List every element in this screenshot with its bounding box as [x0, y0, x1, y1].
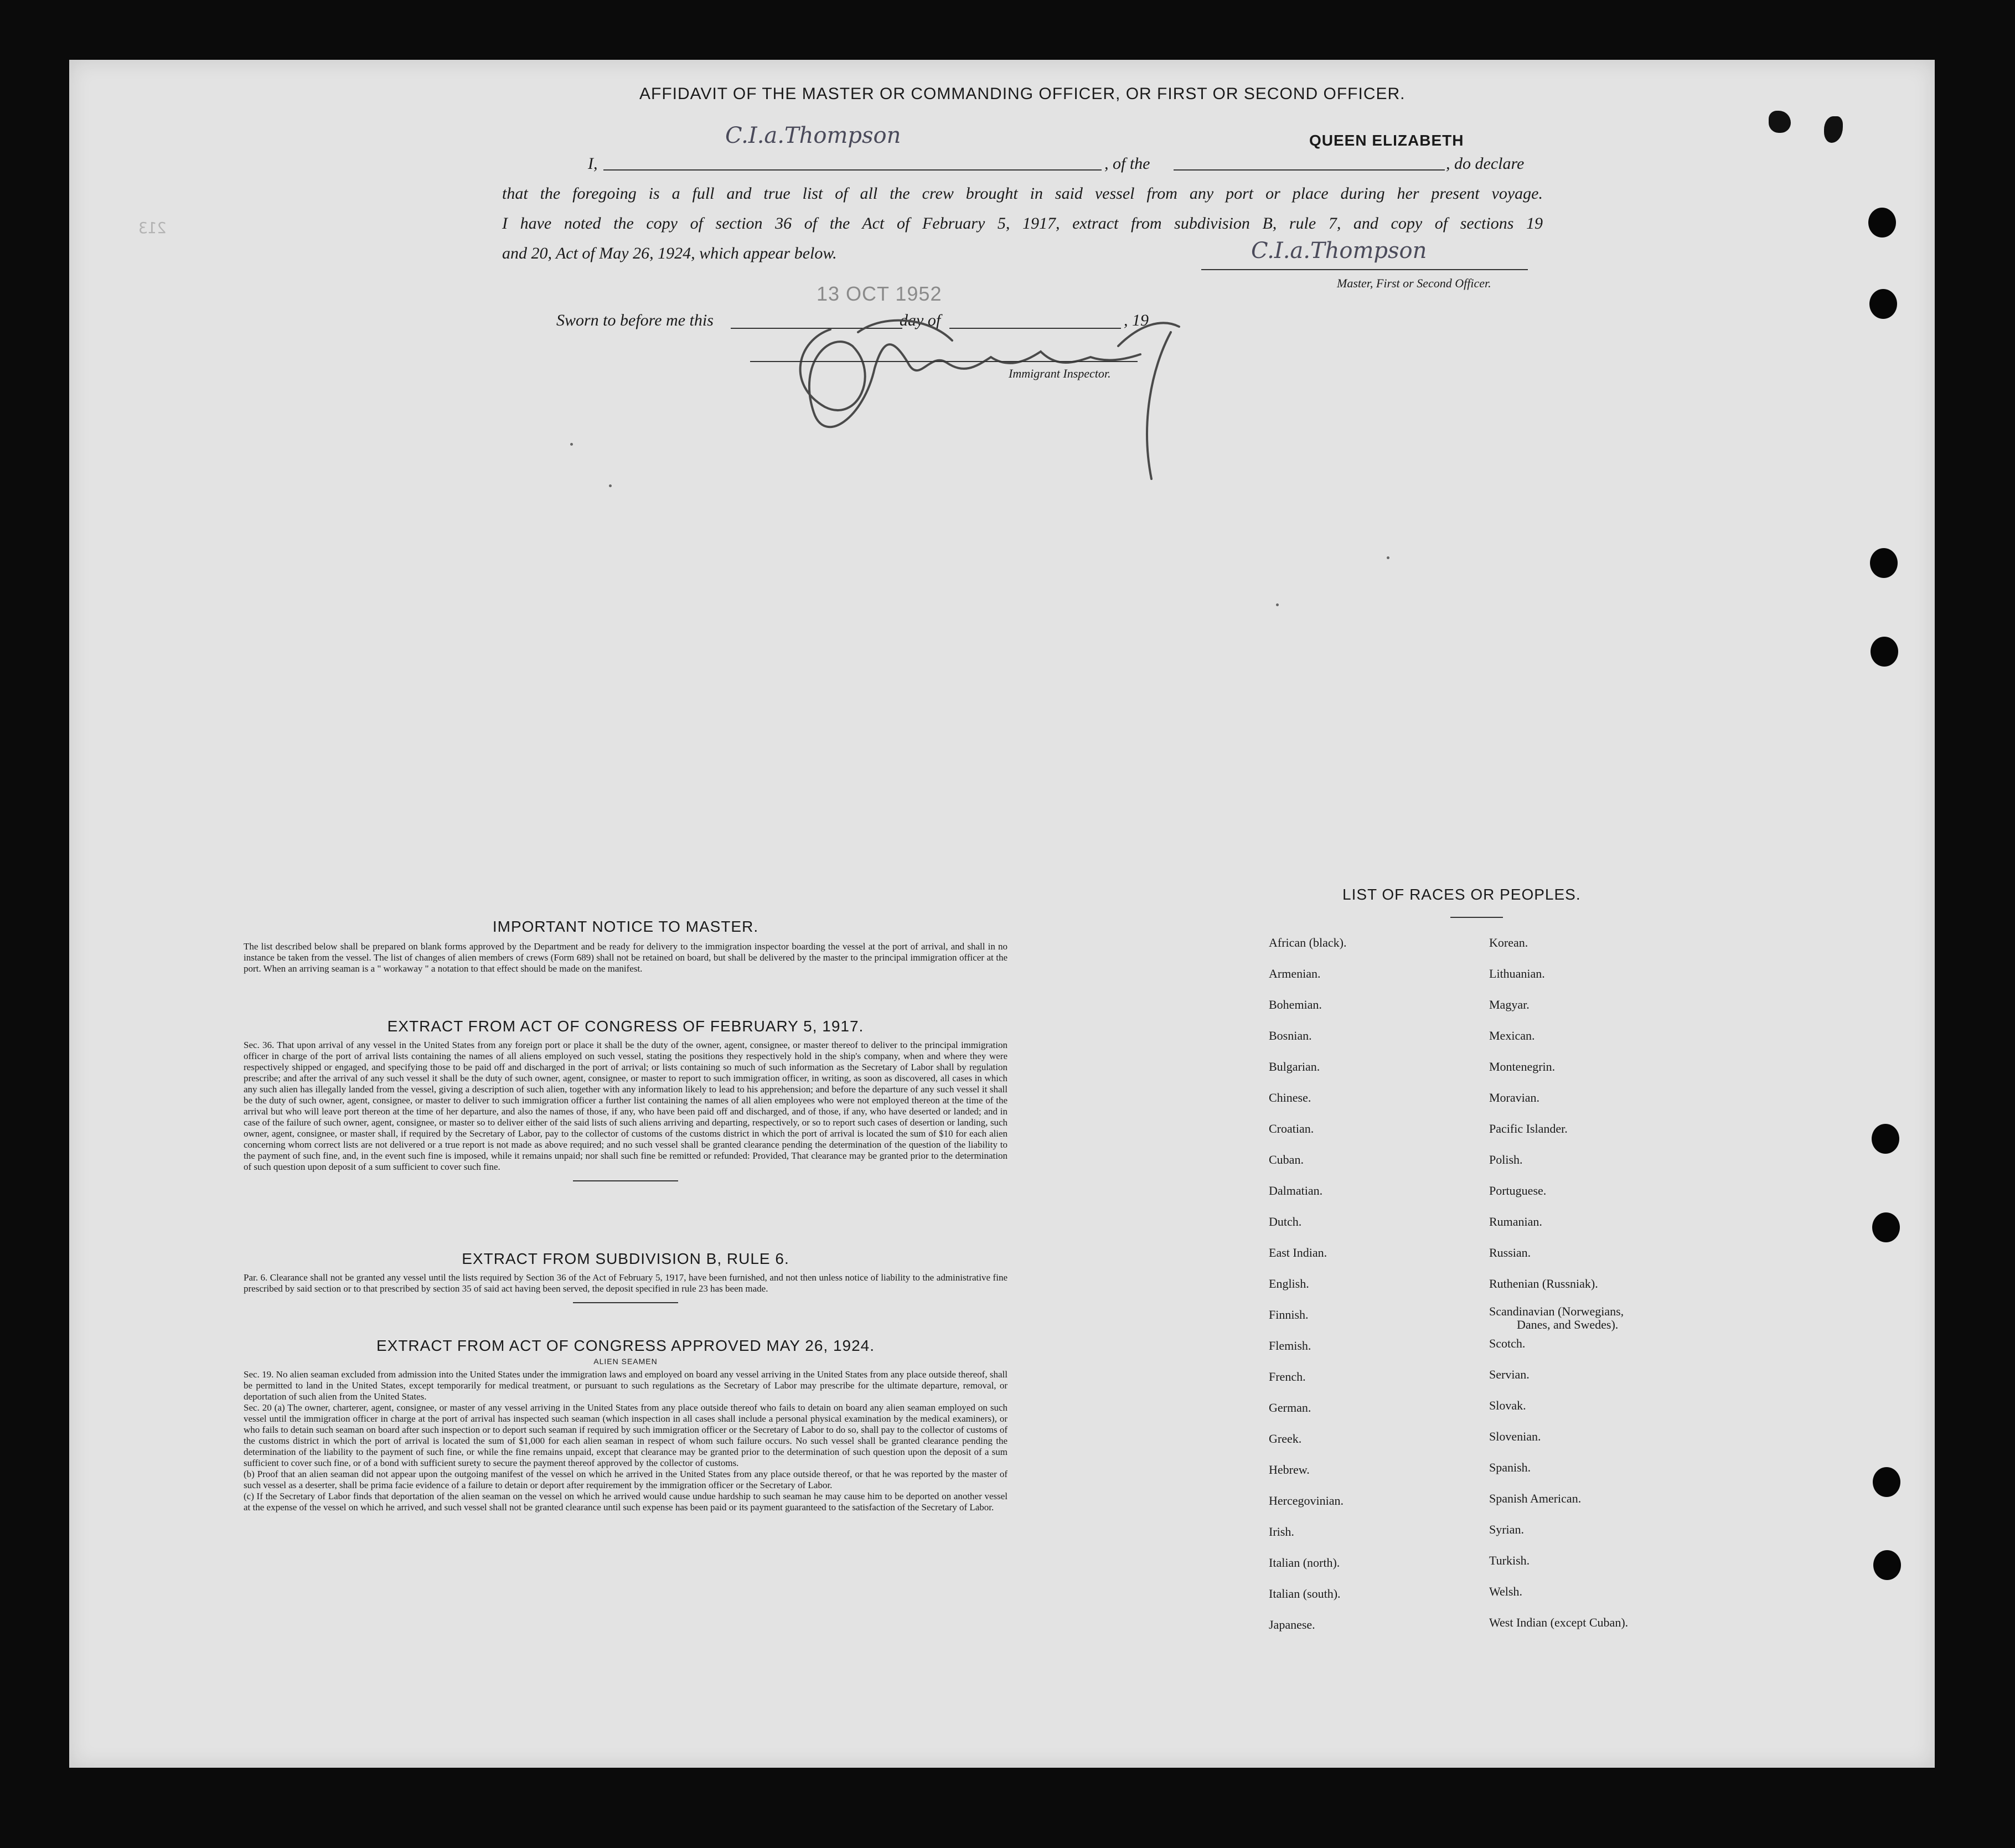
- race-item: African (black).: [1269, 936, 1347, 949]
- extract-1924-subtitle: ALIEN SEAMEN: [593, 1357, 658, 1366]
- race-item: Finnish.: [1269, 1308, 1309, 1322]
- extract-rule6-paragraph: Par. 6. Clearance shall not be granted any vessel until the lists required by Section 36 of the Act of February 5, 1917, have been furnished, and not then unless notice of liability to the administrative fine prescribed by said section or to that prescribed by section 35 of said act having been served, the deposit specified in rule 23 has been made.: [244, 1272, 1008, 1294]
- race-item: Slovak.: [1489, 1398, 1526, 1412]
- extract-1924-paragraph: Sec. 19. No alien seaman excluded from admission into the United States under the immigration laws and employed on board any vessel arriving in the United States from any place outside thereof, shall be permitted to land in the United States, except temporarily for medical treatment, or pursuant to such regulations as the Secretary of Labor may prescribe for the ultimate departure, removal, or deportation of such alien from the United States.: [244, 1369, 1008, 1402]
- race-item: Lithuanian.: [1489, 967, 1545, 980]
- race-item: Moravian.: [1489, 1091, 1540, 1104]
- inspector-caption: Immigrant Inspector.: [1009, 366, 1111, 380]
- inspector-signature: [764, 280, 1229, 484]
- form-dot: [1387, 556, 1389, 559]
- punch-hole: [1871, 637, 1898, 667]
- declaration-line-2: I have noted the copy of section 36 of the Act of February 5, 1917, extract from subdivision B, rule 7, and copy of sections 19: [502, 214, 1543, 233]
- race-item: Korean.: [1489, 936, 1528, 949]
- race-item: Greek.: [1269, 1432, 1302, 1446]
- notice-paragraph: The list described below shall be prepared on blank forms approved by the Department and be ready for delivery to the immigration inspector boarding the vessel at the port of arrival, and shall in no instance be taken from the vessel. The list of changes of alien members of crews (Form 689) shall not be retained on board, but shall be delivered by the master to the principal immigration officer at the port. When an arriving seaman is a " workaway " a notation to that effect should be made on the manifest.: [244, 941, 1008, 974]
- extract-1924-section: [244, 1337, 1008, 1513]
- race-item: Cuban.: [1269, 1153, 1304, 1166]
- races-title-underline: [1450, 917, 1503, 918]
- date-stamp: 13 OCT 1952: [817, 282, 942, 305]
- race-item: Bulgarian.: [1269, 1060, 1320, 1073]
- bleed-through-number: 213: [138, 219, 167, 237]
- notice-section: [244, 918, 1008, 974]
- race-item: Scotch.: [1489, 1336, 1526, 1350]
- race-item: Scandinavian (Norwegians,: [1489, 1304, 1624, 1318]
- race-item: Croatian.: [1269, 1122, 1314, 1135]
- extract-1924-title: EXTRACT FROM ACT OF CONGRESS APPROVED MAY 26, 1924.: [376, 1337, 875, 1354]
- day-of-label: day of: [900, 311, 941, 329]
- vessel-name-stamp: QUEEN ELIZABETH: [1309, 132, 1464, 149]
- race-item: Hebrew.: [1269, 1463, 1310, 1477]
- section-divider: [573, 1302, 678, 1303]
- punch-hole: [1870, 548, 1898, 578]
- year-label: , 19: [1124, 311, 1149, 329]
- extract-rule6-title: EXTRACT FROM SUBDIVISION B, RULE 6.: [462, 1250, 789, 1267]
- inspector-line: [750, 361, 1138, 362]
- race-item: Japanese.: [1269, 1618, 1315, 1632]
- race-item: German.: [1269, 1401, 1311, 1415]
- race-item: Spanish.: [1489, 1460, 1531, 1474]
- race-item: Rumanian.: [1489, 1215, 1542, 1228]
- race-item: Slovenian.: [1489, 1429, 1541, 1443]
- race-item: Turkish.: [1489, 1553, 1530, 1567]
- race-item: Spanish American.: [1489, 1491, 1582, 1505]
- punch-hole: [1872, 1212, 1900, 1242]
- torn-corner-mark: [1769, 111, 1791, 133]
- name-line: [603, 169, 1102, 171]
- race-item: Portuguese.: [1489, 1184, 1547, 1197]
- master-signature-line: [1201, 269, 1528, 270]
- master-signature: C.I.a.Thompson: [1251, 238, 1427, 264]
- extract-1917-section: [244, 1018, 1008, 1181]
- extract-1917-paragraph: Sec. 36. That upon arrival of any vessel in the United States from any foreign port or place it shall be the duty of the owner, agent, consignee, or master thereof to deliver to the principal immigration officer in charge of the port of arrival lists containing the names of all aliens employed on such vessel, stating the positions they respectively hold in the ship's company, when and where they were respectively shipped or engaged, and specifying those to be paid off and discharged in the port of arrival; or lists containing so much of such information as the Secretary of Labor shall by regulation prescribe; and after the arrival of any such vessel it shall be the duty of such owner, agent, consignee, or master to report to such immigration officer, in writing, as soon as discovered, all cases in which any such alien has illegally landed from the vessel, giving a description of such alien, together with any information likely to lead to his apprehension; and before the departure of any such vessel it shall be the duty of such owner, agent, consignee, or master to deliver to such immigration officer a further list containing the names of all alien employees who were not employed thereon at the time of the arrival but who will leave port thereon at the time of her departure, and also the names of those, if any, who have been paid off and discharged, and of those, if any, who have deserted or landed; and in case of the failure of such owner, agent, consignee, or master so to deliver either of the said lists of such aliens arriving and departing, respectively, or so to report such cases of desertion or landing, such owner, agent, consignee, or master shall, if required by the Secretary of Labor, pay to the collector of customs of the customs district in which the port of arrival is located the sum of $10 for each alien concerning whom correct lists are not delivered or a true report is not made as above required; and no such vessel shall be granted clearance pending the determination of the question of the liability to the payment of such fine, and, in the event such fine is imposed, while it remains unpaid; nor shall such fine be remitted or refunded: Provided, That clearance may be granted prior to the determination of such question upon deposit of a sum sufficient to cover such fine.: [244, 1040, 1008, 1172]
- master-caption: Master, First or Second Officer.: [1337, 276, 1491, 290]
- race-item: Flemish.: [1269, 1339, 1311, 1353]
- punch-hole: [1873, 1467, 1900, 1497]
- extract-1924-paragraph: (c) If the Secretary of Labor finds that deportation of the alien seaman on the vessel on which he arrived would cause undue hardship to such seaman he may cause him to be deported on another vessel at the expense of the vessel on which he arrived, and such vessel shall not be granted clearance until such expense has been paid or its payment guaranteed to the satisfaction of the Secretary of Labor.: [244, 1491, 1008, 1513]
- race-item: Hercegovinian.: [1269, 1494, 1344, 1508]
- extract-1917-title: EXTRACT FROM ACT OF CONGRESS OF FEBRUARY 5, 1917.: [387, 1018, 864, 1035]
- section-divider: [573, 1180, 678, 1181]
- declare-prefix: I,: [588, 154, 598, 173]
- vessel-line: [1174, 169, 1445, 171]
- race-item: Russian.: [1489, 1246, 1531, 1259]
- race-item: Polish.: [1489, 1153, 1523, 1166]
- sworn-label: Sworn to before me this: [556, 311, 714, 329]
- race-item: Magyar.: [1489, 998, 1530, 1011]
- declaration-line-3: and 20, Act of May 26, 1924, which appear below.: [502, 244, 837, 262]
- declaration-line-1: that the foregoing is a full and true list of all the crew brought in said vessel from any port or place during her present voyage.: [502, 184, 1543, 203]
- race-item: Montenegrin.: [1489, 1060, 1556, 1073]
- race-item: Chinese.: [1269, 1091, 1311, 1104]
- punch-hole: [1872, 1124, 1899, 1154]
- form-dot: [1276, 603, 1279, 606]
- notice-title: IMPORTANT NOTICE TO MASTER.: [492, 918, 759, 935]
- race-item: West Indian (except Cuban).: [1489, 1615, 1629, 1629]
- race-item: Welsh.: [1489, 1584, 1522, 1598]
- race-item: Dutch.: [1269, 1215, 1302, 1228]
- race-item: Armenian.: [1269, 967, 1321, 980]
- punch-hole: [1868, 208, 1896, 238]
- of-the-label: , of the: [1104, 154, 1150, 173]
- form-dot: [570, 443, 573, 446]
- race-item: Pacific Islander.: [1489, 1122, 1568, 1135]
- affidavit-title: AFFIDAVIT OF THE MASTER OR COMMANDING OFFICER, OR FIRST OR SECOND OFFICER.: [639, 85, 1406, 103]
- race-item: East Indian.: [1269, 1246, 1327, 1259]
- punch-hole: [1873, 1550, 1901, 1580]
- race-item: French.: [1269, 1370, 1306, 1384]
- race-item: Italian (south).: [1269, 1587, 1341, 1601]
- race-item: Bosnian.: [1269, 1029, 1312, 1042]
- extract-1924-paragraph: Sec. 20 (a) The owner, charterer, agent, consignee, or master of any vessel arriving in the United States from any place outside thereof who fails to detain on board any alien seaman employed on such vessel until the immigration officer in charge at the port of arrival has inspected such seaman (which inspection in all cases shall include a personal physical examination by the medical examiners), or who fails to detain such seaman on board after such inspection or to deport such seaman if required by such immigration officer or the Secretary of Labor to do so, shall pay to the collector of customs of the customs district in which the port of arrival is located the sum of $1,000 for each alien seaman in respect of whom such failure occurs. No such vessel shall be granted clearance pending the determination of the liability to the payment of such fine, or while the fine remains unpaid, except that clearance may be granted prior to the determination of such question upon the deposit of a sum sufficient to cover such fine, or of a bond with sufficient surety to secure the payment thereof approved by the collector of customs.: [244, 1402, 1008, 1468]
- race-item: Italian (north).: [1269, 1556, 1340, 1570]
- race-item: Syrian.: [1489, 1522, 1524, 1536]
- do-declare-label: , do declare: [1446, 154, 1525, 173]
- races-title: LIST OF RACES OR PEOPLES.: [1342, 886, 1581, 903]
- extract-rule6-section: [244, 1250, 1008, 1303]
- race-item: Bohemian.: [1269, 998, 1322, 1011]
- extract-1924-paragraph: (b) Proof that an alien seaman did not appear upon the outgoing manifest of the vessel on which he arrived in the United States from any place outside thereof, or that he was reported by the master of such vessel as a deserter, shall be prima facie evidence of a failure to detain or deport after requirement by the immigration officer or the Secretary of Labor.: [244, 1469, 1008, 1490]
- race-item: Servian.: [1489, 1367, 1530, 1381]
- name-signature: C.I.a.Thompson: [725, 123, 901, 148]
- punch-hole: [1869, 289, 1897, 319]
- race-item: Dalmatian.: [1269, 1184, 1323, 1197]
- race-item: Irish.: [1269, 1525, 1294, 1539]
- race-item: English.: [1269, 1277, 1309, 1290]
- form-dot: [609, 484, 612, 487]
- race-item: Ruthenian (Russniak).: [1489, 1277, 1598, 1290]
- race-item: Mexican.: [1489, 1029, 1535, 1042]
- race-item: Danes, and Swedes).: [1517, 1318, 1619, 1331]
